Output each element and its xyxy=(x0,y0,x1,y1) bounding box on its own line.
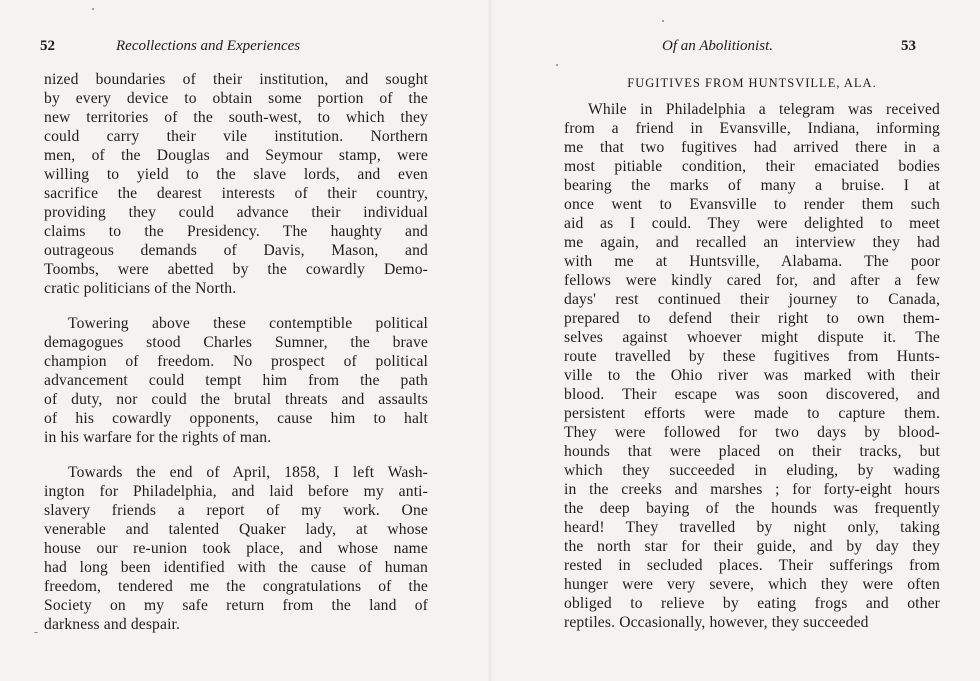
text-line: in his warfare for the rights of man. xyxy=(44,429,272,446)
text-line: sacrifice the dearest interests of their country, xyxy=(44,185,428,202)
left-page-body xyxy=(44,70,428,634)
text-line: new territories of the south-west, to which they xyxy=(44,109,428,126)
text-line: of his cowardly opponents, cause him to halt xyxy=(44,410,428,427)
text-line: freedom, tendered me the congratulations of the xyxy=(44,578,428,595)
text-line: Towards the end of April, 1858, I left Wash- xyxy=(68,464,428,481)
text-line: the north star for their guide, and by day they xyxy=(564,538,940,555)
text-line: hounds that were placed on their tracks, but xyxy=(564,443,940,460)
text-line: men, of the Douglas and Seymour stamp, were xyxy=(44,147,428,164)
text-line: champion of freedom. No prospect of political xyxy=(44,353,428,370)
text-line: willing to yield to the slave lords, and even xyxy=(44,166,428,183)
paragraph-gap xyxy=(44,298,428,314)
text-line: bearing the marks of many a bruise. I at xyxy=(564,177,940,194)
text-line: They were followed for two days by blood- xyxy=(564,424,940,441)
right-page-number: 53 xyxy=(901,38,916,54)
text-line: providing they could advance their individual xyxy=(44,204,428,221)
right-page-body xyxy=(564,100,940,632)
section-heading: FUGITIVES FROM HUNTSVILLE, ALA. xyxy=(627,76,877,90)
text-line: the deep baying of the hounds was frequently xyxy=(564,500,940,517)
text-line: by every device to obtain some portion of the xyxy=(44,90,428,107)
text-line: blood. Their escape was soon discovered, and xyxy=(564,386,940,403)
paper-speck xyxy=(662,20,664,22)
text-line: with me at Huntsville, Alabama. The poor xyxy=(564,253,940,270)
paper-speck xyxy=(34,632,38,633)
text-line: rested in secluded places. Their sufferings from xyxy=(564,557,940,574)
text-line: darkness and despair. xyxy=(44,616,181,633)
text-line: venerable and talented Quaker lady, at whose xyxy=(44,521,428,538)
text-line: While in Philadelphia a telegram was received xyxy=(588,101,940,118)
text-line: ington for Philadelphia, and laid before my anti- xyxy=(44,483,428,500)
text-line: of duty, nor could the brutal threats and assaults xyxy=(44,391,428,408)
text-line: route travelled by these fugitives from Hunts- xyxy=(564,348,940,365)
text-line: prepared to defend their right to own them- xyxy=(564,310,940,327)
text-line: house our re-union took place, and whose name xyxy=(44,540,428,557)
text-line: ville to the Ohio river was marked with their xyxy=(564,367,940,384)
text-line: could carry their vile institution. Northern xyxy=(44,128,428,145)
text-line: me again, and recalled an interview they had xyxy=(564,234,940,251)
right-page xyxy=(490,0,980,681)
text-line: outrageous demands of Davis, Mason, and xyxy=(44,242,428,259)
text-line: which they succeeded in eluding, by wading xyxy=(564,462,940,479)
text-line: advancement could tempt him from the path xyxy=(44,372,428,389)
text-line: from a friend in Evansville, Indiana, informing xyxy=(564,120,940,137)
text-line: me that two fugitives had arrived there in a xyxy=(564,139,940,156)
text-line: Towering above these contemptible political xyxy=(68,315,428,332)
text-line: had long been identified with the cause of human xyxy=(44,559,428,576)
text-line: cratic politicians of the North. xyxy=(44,280,237,297)
text-line: nized boundaries of their institution, and sought xyxy=(44,71,428,88)
text-line: heard! They travelled by night only, taking xyxy=(564,519,940,536)
text-line: demagogues stood Charles Sumner, the brave xyxy=(44,334,428,351)
left-running-title: Recollections and Experiences xyxy=(116,38,301,54)
text-line: hunger were very severe, which they were often xyxy=(564,576,940,593)
text-line: claims to the Presidency. The haughty and xyxy=(44,223,428,240)
right-running-title: Of an Abolitionist. xyxy=(662,38,773,54)
text-line: selves against whoever might dispute it. The xyxy=(564,329,940,346)
text-line: days' rest continued their journey to Canada, xyxy=(564,291,940,308)
text-line: slavery friends a report of my work. One xyxy=(44,502,428,519)
text-line: aid as I could. They were delighted to meet xyxy=(564,215,940,232)
text-line: in the creeks and marshes ; for forty-eight hours xyxy=(564,481,940,498)
text-line: Toombs, were abetted by the cowardly Demo- xyxy=(44,261,428,278)
left-page-number: 52 xyxy=(40,38,55,54)
paper-speck xyxy=(556,64,558,66)
text-line: fellows were kindly cared for, and after a few xyxy=(564,272,940,289)
paragraph-gap xyxy=(44,447,428,463)
text-line: obliged to relieve by eating frogs and other xyxy=(564,595,940,612)
text-line: Society on my safe return from the land of xyxy=(44,597,428,614)
text-line: most pitiable condition, their emaciated bodies xyxy=(564,158,940,175)
text-line: reptiles. Occasionally, however, they succeeded xyxy=(564,614,869,631)
text-line: persistent efforts were made to capture them. xyxy=(564,405,940,422)
text-line: once went to Evansville to render them such xyxy=(564,196,940,213)
paper-speck xyxy=(92,8,94,10)
